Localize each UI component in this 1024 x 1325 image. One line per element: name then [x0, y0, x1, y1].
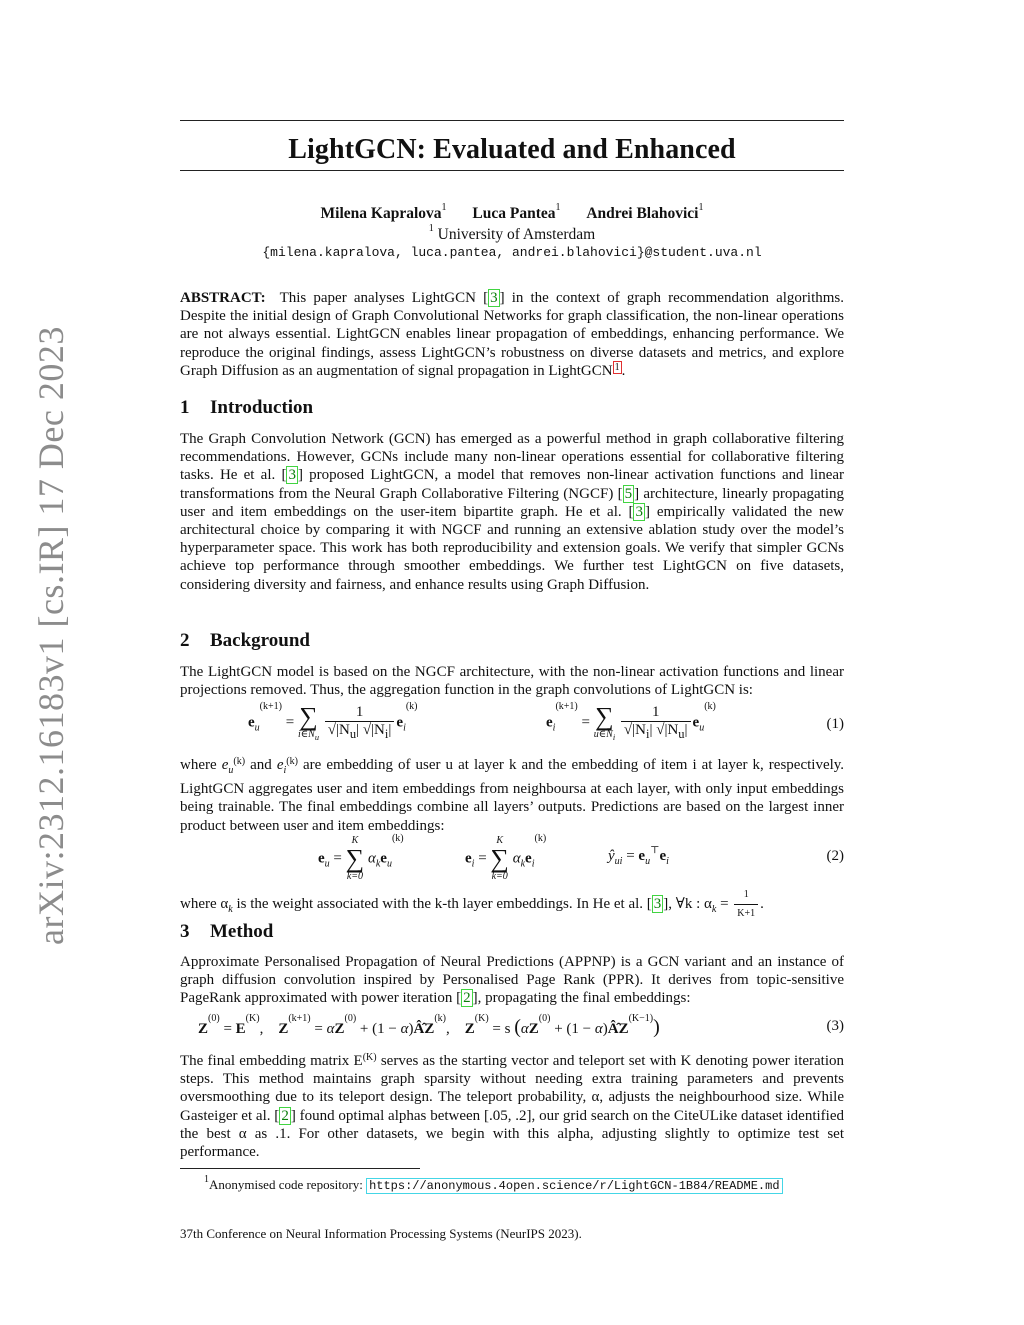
citation-link[interactable]: 3	[653, 896, 662, 913]
equation-1	[180, 700, 844, 752]
paragraph-text: The Graph Convolution Network (GCN) has emerged as a powerful method in graph collaborative filtering recommendations. However, GCNs include many non-linear operations essential for collaborative filtering tasks. He et al. [	[180, 431, 844, 484]
footnote-link[interactable]: 1	[614, 361, 620, 373]
footnote-rule	[180, 1168, 420, 1169]
background-paragraph: where $e_u^{(k)}$ and $e_i^{(k)}$ are embedding of user u at layer k and the embedding of item i at layer k, respectively. LightGCN aggregates user and item embeddings from neighboursa at each layer, with only input embeddings being trainable. The final embeddings combine all layers’ outputs. Predictions are based on the largest inner product between user and item embeddings:	[180, 756, 845, 834]
conference-note: 37th Conference on Neural Information Processing Systems (NeurIPS 2023).	[180, 1226, 582, 1241]
citation-link[interactable]: 3	[490, 290, 498, 306]
paragraph-text: and	[250, 757, 272, 773]
author-name: Andrei Blahovici	[586, 205, 699, 222]
section-heading-introduction	[180, 397, 313, 419]
section-title: Background	[210, 630, 310, 651]
affiliation-text: University of Amsterdam	[437, 226, 596, 243]
abstract-label: ABSTRACT:	[180, 290, 266, 306]
paragraph-text: are embedding of user u at layer k and the embedding of item i at layer k, respectively. LightGCN aggregates user and item embeddings from neighboursa at each layer, with only input embeddings being trainable. The final embeddings combine all layers’ outputs. Predictions are based on the largest inner product between user and item embeddings:	[180, 757, 845, 834]
affiliation-mark: 1	[698, 202, 704, 213]
equation-user-final-embedding: $e_u$ = K ∑ k=0 $\alpha_ke_u^{(k)}$	[318, 833, 404, 882]
section-title: Method	[210, 921, 274, 942]
affiliation-mark: 1	[428, 223, 434, 234]
title-bottom-rule	[180, 170, 844, 171]
equation-prediction: $ŷ_{ui} = e_u^⊤e_i$	[608, 845, 669, 867]
paragraph-text: ], ∀k : α	[663, 896, 712, 913]
paragraph-text: serves as the starting vector and teleport set with K denoting power iteration steps. This method maintains graph sparsity without needing extra training parameters and prevents oversmoothing due to its teleport design. The teleport probability, α, adjusts the neighbourhood size. While Gasteiger et al. [	[180, 1053, 845, 1124]
equation-item-propagation: $e_i^{(k+1)}$ = ∑ $u\in N_i$ $\frac{1}{√|N_i| √|N_u|}$ $e_u^{(k)}$	[546, 701, 716, 742]
section-heading-background	[180, 630, 310, 652]
equation-number: (1)	[826, 716, 844, 732]
section-title: Introduction	[210, 397, 314, 418]
title-top-rule	[180, 120, 844, 121]
background-paragraph: where $\alpha_k$ is the weight associated with the k-th layer embeddings. In He et al. [ 3 ], ∀k : $\alpha_k$ = $\frac{1}{K+1}$ .	[180, 886, 844, 923]
section-number: 3	[180, 921, 190, 942]
method-paragraph: The final embedding matrix $E^{(K)}$ serves as the starting vector and teleport set with K denoting power iteration steps. This method maintains graph sparsity without needing extra training parameters and prevents oversmoothing due to its teleport design. The teleport probability, α, adjusts the neighbourhood size. While Gasteiger et al. [ 2 ] found optimal alphas between [.05, .2], our grid search on the CiteULike dataset identified the best α as .1. For other datasets, we begin with this alpha, adjusting slightly to optimize test set performance.	[180, 1052, 845, 1161]
paragraph-text: The final embedding matrix E	[180, 1053, 363, 1069]
footnote-text: Anonymised code repository:	[209, 1177, 367, 1192]
abstract	[180, 289, 844, 380]
citation-link[interactable]: 5	[624, 485, 633, 502]
author-emails: {milena.kapralova, luca.pantea, andrei.blahovici}@student.uva.nl	[262, 245, 762, 260]
abstract-text: ] in the context of graph recommendation algorithms. Despite the initial design of Graph Convolutional Networks for graph classification, the non-linear operations are not always essential. LightGCN enables linear propagation of embeddings, enhancing performance. We reproduce the original findings, assess LightGCN’s robustness on diverse datasets and metrics, and explore Graph Diffusion as an augmentation of signal propagation in LightGCN	[180, 290, 844, 379]
introduction-paragraph	[180, 430, 844, 594]
affiliation-mark: 1	[555, 202, 561, 213]
section-number: 2	[180, 630, 190, 651]
section-heading-method	[180, 921, 273, 943]
abstract-text: This paper analyses LightGCN [	[279, 290, 489, 306]
paragraph-text: ] empirically validated the new architectural choice by comparing it with NGCF and running an extensive ablation study over the model’s hyperparameter space. This work has both reproducibility and extension goals. We verify that simpler GCNs achieve top performance through smoother embeddings. We further test LightGCN on five datasets, considering diversity and fairness, and enhance results using Graph Diffusion.	[180, 503, 844, 593]
equation-appnp-propagation: $Z^{(0)} = E^{(K)}$, $Z^{(k+1)} = \alpha Z^{(0)} + (1$ − $\alpha)Â̂Z^{(k)}$, $Z^{(K)} = s$ ($\alpha Z^{(0)} + (1$ − $\alpha)Â̂Z^{(K-1)}$)	[198, 1013, 660, 1038]
paragraph-text: The LightGCN model is based on the NGCF architecture, with the non-linear activation functions and linear projections removed. Thus, the aggregation function in the graph convolutions of LightGCN is:	[180, 664, 844, 699]
paragraph-text: where	[180, 757, 217, 773]
equation-number: (3)	[826, 1018, 844, 1034]
section-number: 1	[180, 397, 190, 418]
paragraph-text: ] found optimal alphas between [.05, .2], our grid search on the CiteULike dataset identified the best α as .1. For other datasets, we begin with this alpha, adjusting slightly to optimize test set performance.	[180, 1107, 844, 1161]
affiliation-mark: 1	[441, 202, 447, 213]
author-list	[180, 202, 844, 223]
equation-item-final-embedding: $e_i$ = K ∑ k=0 $\alpha_ke_i^{(k)}$	[465, 833, 547, 882]
citation-link[interactable]: 3	[288, 467, 296, 484]
arxiv-identifier-sidebar: arXiv:2312.16183v1 [cs.IR] 17 Dec 2023	[31, 326, 71, 945]
citation-link[interactable]: 2	[463, 990, 471, 1007]
equation-2	[180, 830, 844, 882]
equation-user-propagation: $e_u^{(k+1)}$ = ∑ $i\in N_u$ $\frac{1}{√|N_u| √|N_i|}$ $e_i^{(k)}$	[248, 701, 418, 742]
paragraph-text: ] proposed LightGCN, a model that removes non-linear activation functions and linear transformations from the Neural Graph Collaborative Filtering (NGCF) [	[180, 467, 844, 502]
author-name: Milena Kapralova	[320, 205, 442, 222]
citation-link[interactable]: 3	[635, 503, 643, 520]
footnote	[204, 1174, 783, 1193]
equation-number: (2)	[826, 848, 844, 864]
paragraph-text: is the weight associated with the k-th layer embeddings. In He et al. [	[232, 896, 652, 913]
paragraph-text: =	[716, 896, 733, 913]
footnote-mark: 1	[204, 1174, 209, 1185]
affiliation	[180, 223, 844, 244]
background-paragraph	[180, 663, 844, 699]
paper-title: LightGCN: Evaluated and Enhanced	[288, 134, 736, 165]
method-paragraph	[180, 953, 844, 1008]
author-name: Luca Pantea	[472, 205, 556, 222]
equation-3	[180, 1014, 844, 1044]
paragraph-text: Approximate Personalised Propagation of Neural Predictions (APPNP) is a GCN variant and an instance of graph diffusion convolution inspired by Personalised Page Rank (PPR). It derives from topic-sensitive PageRank approximated with power iteration [	[180, 954, 844, 1007]
paragraph-text: ], propagating the final embeddings:	[472, 990, 691, 1007]
code-repository-link[interactable]: https://anonymous.4open.science/r/LightGCN-1B84/README.md	[366, 1178, 782, 1194]
abstract-text: .	[621, 362, 626, 379]
paragraph-text: where α	[180, 896, 229, 913]
paragraph-text: ] architecture, linearly propagating user and item embeddings on the user-item bipartite graph. He et al. [	[180, 485, 844, 520]
citation-link[interactable]: 2	[281, 1107, 289, 1124]
